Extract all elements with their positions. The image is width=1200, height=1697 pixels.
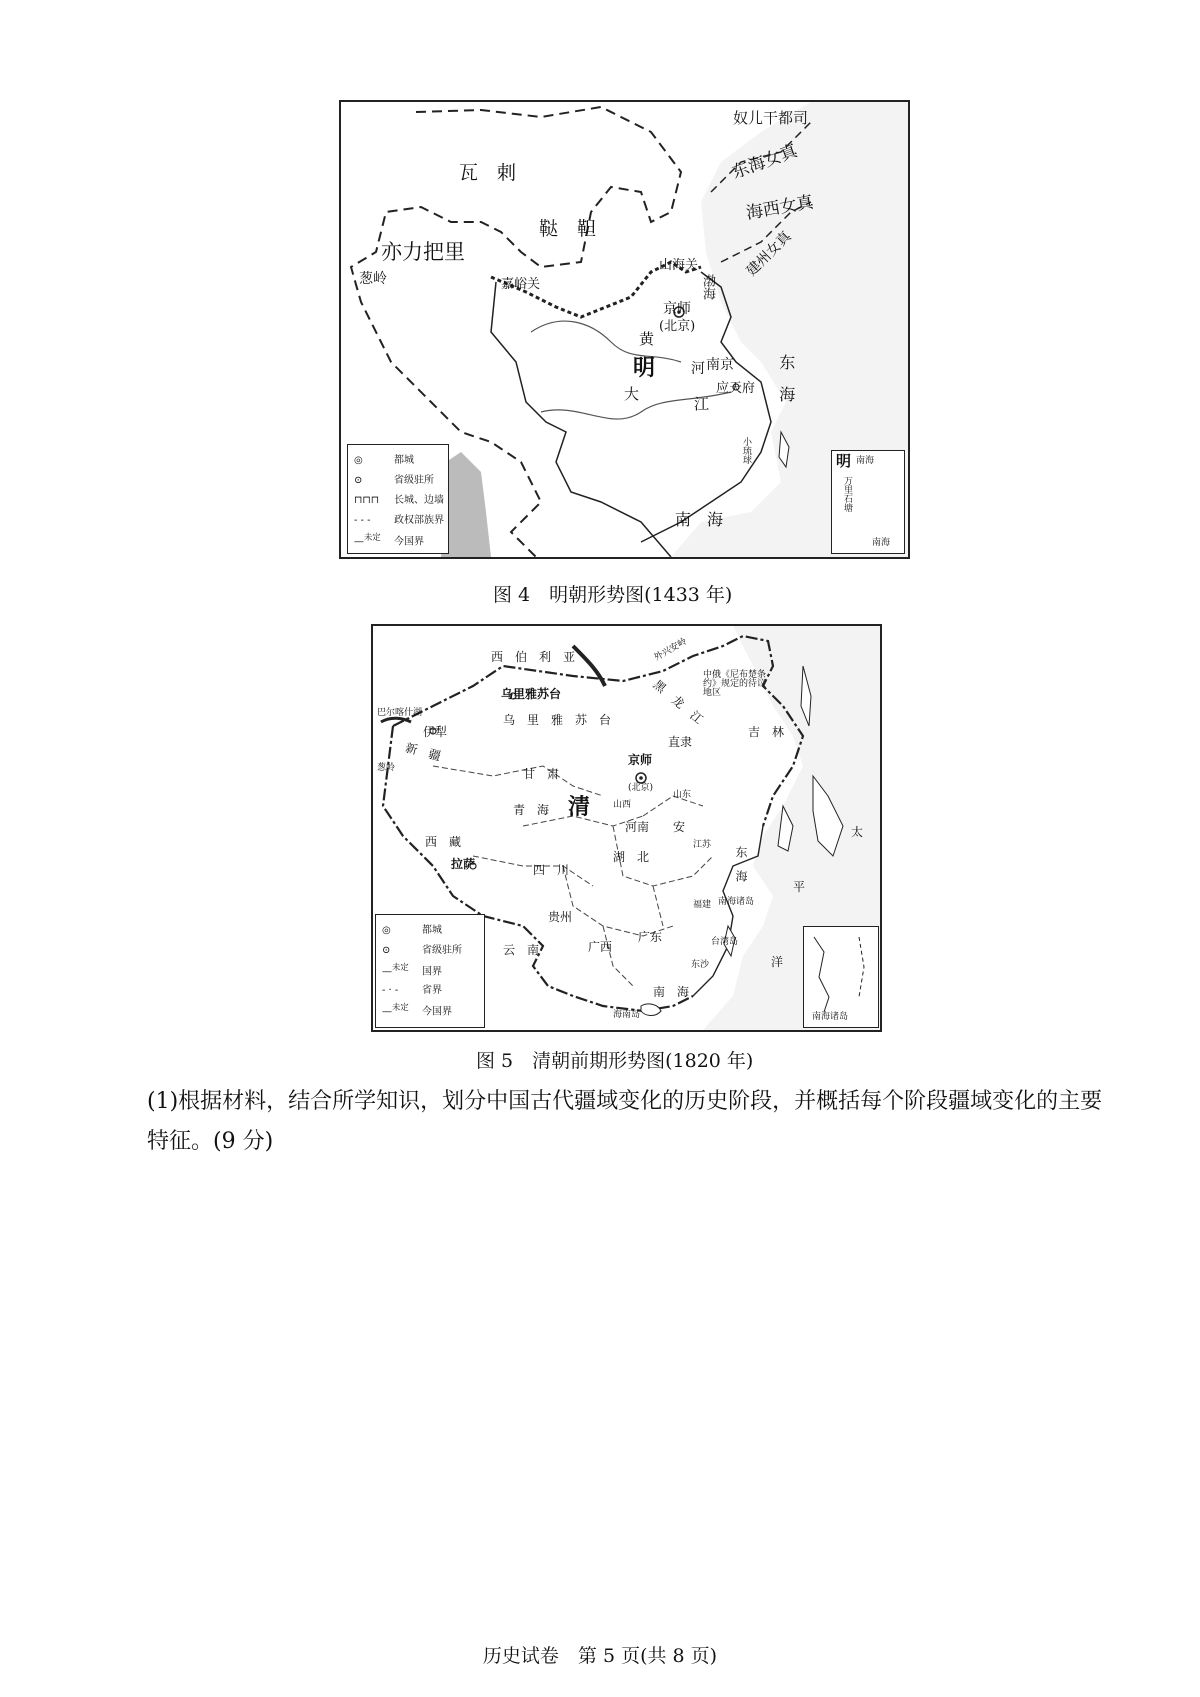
label-xizang: 西 藏	[425, 835, 462, 849]
label-donghai-nuzhen: 东海女真	[729, 141, 801, 184]
label-tai: 太	[851, 825, 864, 839]
label-nanhai-zhudao: 南海诸岛	[718, 897, 755, 907]
figure-4-caption: 图 4 明朝形势图(1433 年)	[493, 584, 733, 606]
national-border-icon: —$^{未定}$	[382, 962, 409, 978]
label-fujian: 福建	[693, 900, 712, 910]
label-guangdong: 广东	[638, 930, 663, 944]
legend-row-capital: ◎ 都城	[354, 455, 414, 466]
label-gansu: 甘 肃	[523, 767, 560, 781]
label-yingtianfu: 应天府	[716, 381, 756, 396]
label-jingshi: 京师	[663, 301, 691, 317]
label-ming: 明	[633, 355, 656, 381]
label-donghai: 东 海	[776, 354, 796, 402]
label-jianzhou-nuzhen: 建州女真	[743, 228, 795, 280]
label-congling: 葱岭	[359, 271, 387, 287]
label-taiwan: 台湾岛	[711, 937, 739, 947]
modern-border-icon: —$^{未定}$	[354, 532, 381, 548]
label-donghai: 东 海	[734, 846, 748, 882]
label-haixi-nuzhen: 海西女真	[744, 192, 816, 224]
label-jiangsu: 江苏	[693, 840, 712, 850]
label-jingshi: 京师	[628, 753, 653, 767]
label-jilin: 吉 林	[748, 725, 785, 739]
label-lhasa: 拉萨	[451, 857, 476, 871]
label-uliastai-region: 乌 里 雅 苏 台	[503, 713, 612, 727]
label-he: 河	[691, 361, 705, 377]
label-nanhai: 南 海	[675, 510, 724, 529]
label-hainan: 海南岛	[613, 1010, 641, 1020]
label-yili: 伊犁	[423, 725, 448, 739]
legend-row-province-border: - · - 省界	[382, 985, 442, 996]
inset-nanhai: 南海	[856, 456, 875, 466]
label-jiang: 江	[694, 395, 710, 413]
label-congling: 葱岭	[377, 763, 396, 773]
label-sichuan: 四 川	[533, 863, 570, 877]
label-shandong: 山东	[673, 790, 692, 800]
label-huang: 黄	[639, 330, 655, 348]
label-jiayuguan: 嘉峪关	[501, 277, 541, 292]
label-beijing: (北京)	[659, 319, 696, 334]
label-bohai: 渤海	[700, 274, 715, 300]
legend-row-provincial: ⊙ 省级驻所	[354, 475, 434, 486]
provincial-seat-icon: ⊙	[354, 475, 363, 486]
label-yilibali: 亦力把里	[381, 240, 465, 264]
modern-border-icon: —$^{未定}$	[382, 1002, 409, 1018]
label-qing: 清	[568, 794, 591, 820]
label-zhili: 直隶	[668, 735, 693, 749]
label-hubei: 湖 北	[613, 850, 650, 864]
label-guizhou: 贵州	[548, 910, 573, 924]
inset-wanli: 万里石塘	[842, 476, 852, 512]
label-heilongjiang: 黑 龙 江	[650, 677, 706, 727]
capital-icon: ◎	[382, 925, 391, 936]
figure-5-map	[371, 624, 882, 1032]
label-shanxi: 山西	[613, 800, 632, 810]
provincial-seat-icon: ⊙	[382, 945, 391, 956]
label-henan: 河南	[625, 820, 650, 834]
legend-row-wall: ⊓⊓⊓ 长城、边墙	[354, 495, 444, 506]
label-nanhai: 南 海	[653, 985, 690, 999]
label-zhong-e: 中俄《尼布楚条约》规定的待议地区	[703, 670, 767, 698]
capital-icon: ◎	[354, 455, 363, 466]
label-ping: 平	[793, 880, 806, 894]
inset-bottom: 南海	[872, 538, 891, 548]
question-text: (1)根据材料，结合所学知识，划分中国古代疆域变化的历史阶段，并概括每个阶段疆域变化的主要特征。(9 分)	[147, 1089, 1103, 1154]
label-anhui: 安	[673, 820, 686, 834]
label-nanjing: 南京	[706, 357, 734, 373]
label-yang: 洋	[771, 955, 784, 969]
legend-row-modern: —$^{未定}$ 今国界	[382, 1002, 452, 1018]
legend-row-capital: ◎ 都城	[382, 925, 442, 936]
label-dongsha: 东沙	[691, 960, 710, 970]
label-yunnan: 云 南	[503, 943, 540, 957]
great-wall-icon: ⊓⊓⊓	[354, 495, 380, 506]
regime-boundary-icon: - - -	[354, 515, 371, 526]
page-footer: 历史试卷 第 5 页(共 8 页)	[482, 1645, 718, 1667]
label-uliastai: 乌里雅苏台	[501, 687, 562, 701]
provincial-border-icon: - · -	[382, 985, 399, 996]
legend-row-national: —$^{未定}$ 国界	[382, 962, 442, 978]
figure-4-legend	[347, 444, 449, 554]
label-guangxi: 广西	[588, 940, 613, 954]
label-wailiaoxing: 外兴安岭	[652, 636, 689, 664]
label-da: 大	[624, 385, 640, 403]
legend-row-regime: - - - 政权部族界	[354, 515, 444, 526]
label-nuergan: 奴儿干都司	[733, 109, 809, 127]
label-wala: 瓦 剌	[459, 162, 517, 184]
figure-5-legend	[375, 914, 485, 1028]
label-dada: 鞑 靼	[539, 218, 597, 240]
label-qinghai: 青 海	[513, 803, 550, 817]
figure-4-map	[339, 100, 910, 559]
inset-ming: 明	[836, 452, 852, 470]
label-shanhaiguan: 山海关	[659, 258, 699, 273]
label-beijing: (北京)	[628, 783, 654, 793]
legend-row-provincial: ⊙ 省级驻所	[382, 945, 462, 956]
inset-bottom: 南海诸岛	[812, 1012, 849, 1022]
label-xiaoliuqiu: 小琉球	[741, 437, 751, 464]
legend-row-modern: —$^{未定}$ 今国界	[354, 532, 424, 548]
figure-5-caption: 图 5 清朝前期形势图(1820 年)	[476, 1050, 754, 1072]
label-xinjiang: 新 疆	[403, 740, 443, 764]
figure-5-south-china-sea-inset	[803, 926, 879, 1028]
label-balkhash: 巴尔喀什湖	[377, 708, 423, 718]
figure-4-south-china-sea-inset	[831, 450, 905, 554]
label-siberia: 西 伯 利 亚	[491, 650, 576, 664]
